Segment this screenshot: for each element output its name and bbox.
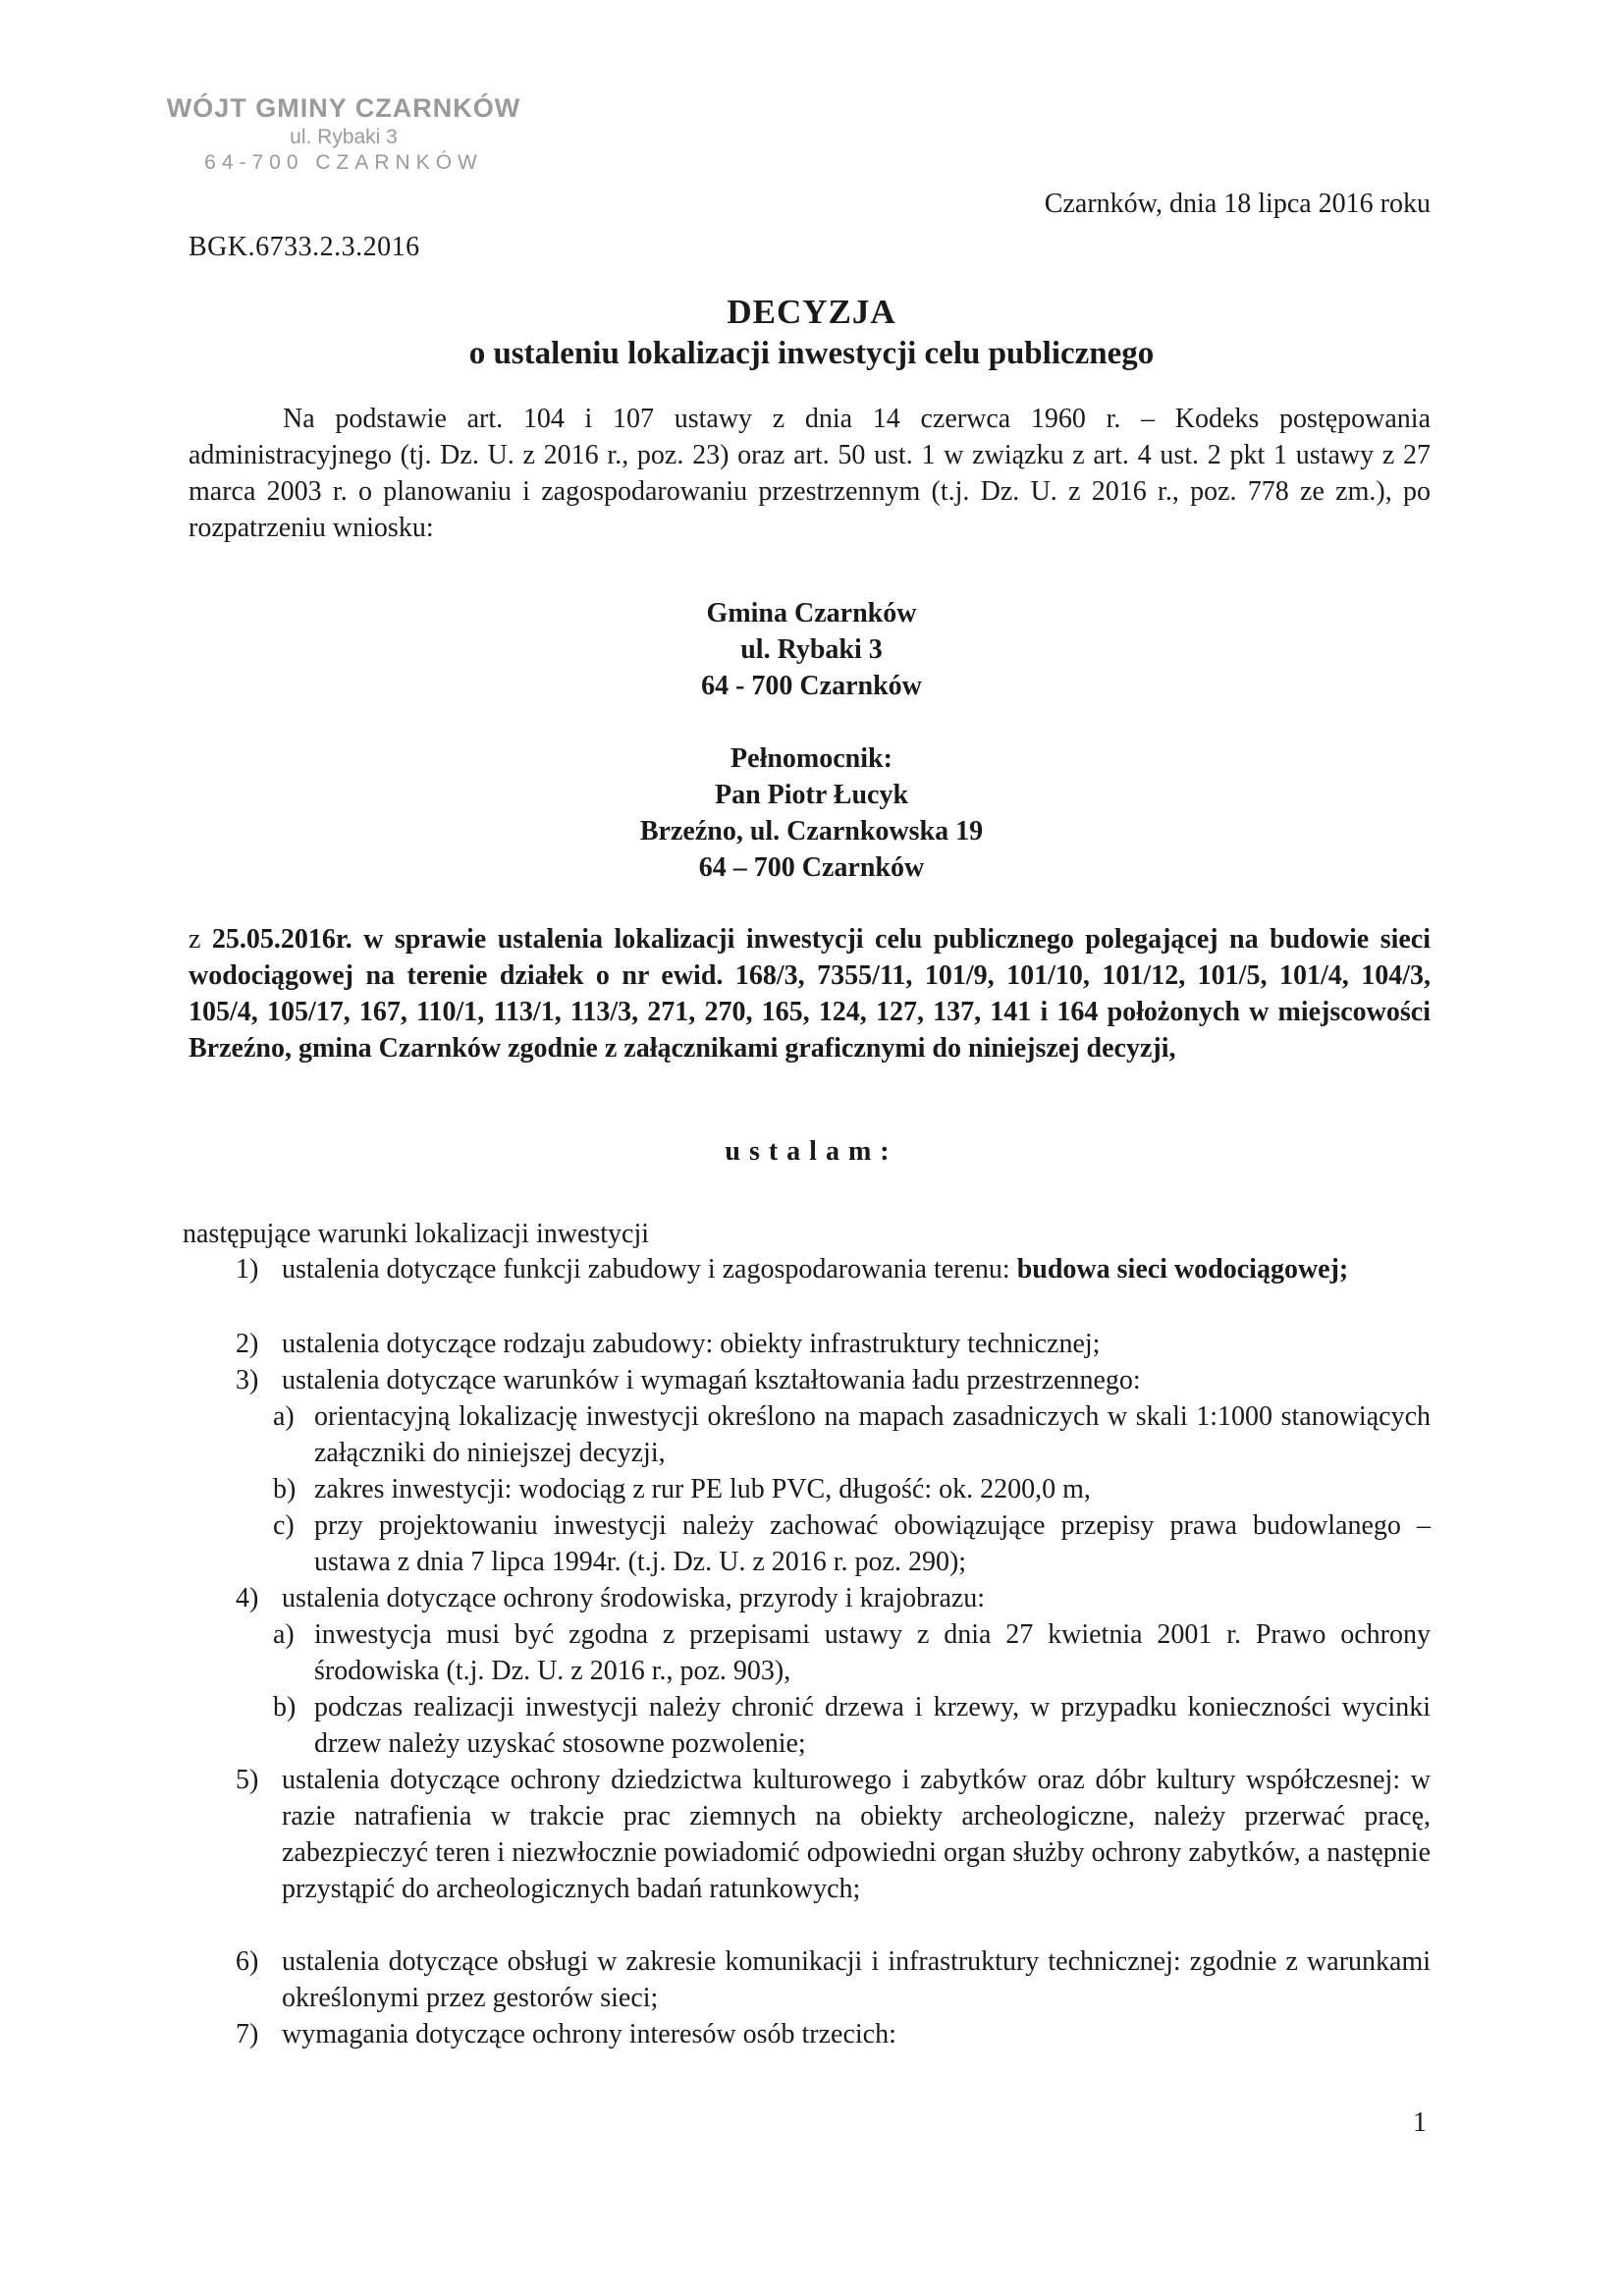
list-subitem-letter: b) xyxy=(273,1474,297,1504)
list-subitem-letter: a) xyxy=(273,1619,295,1650)
list-item-number: 7) xyxy=(236,2019,259,2050)
list-subitem: inwestycja musi być zgodna z przepisami ustawy z dnia 27 kwietnia 2001 r. Prawo ochrony środowiska (t.j. Dz. U. z 2016 r., poz. 903), xyxy=(314,1619,1431,1686)
proxy-city: 64 – 700 Czarnków xyxy=(698,852,925,883)
list-subitem: przy projektowaniu inwestycji należy zachować obowiązujące przepisy prawa budowlanego – ustawa z dnia 7 lipca 1994r. (t.j. Dz. U. z 2016 r. poz. 290); xyxy=(314,1510,1431,1577)
subject-paragraph xyxy=(189,921,1431,1066)
list-item: ustalenia dotyczące ochrony dziedzictwa kulturowego i zabytków oraz dóbr kultury współczesnej: w razie natrafienia w trakcie prac ziemnych na obiekty archeologiczne, należy przerwać pracę, zabezpieczyć teren i niezwłocznie powiadomić odpowiedni organ służby ochrony zabytków, a następnie przystąpić do archeologicznych badań ratunkowych; xyxy=(282,1765,1431,1904)
list-item-text: ustalenia dotyczące funkcji zabudowy i zagospodarowania terenu: xyxy=(282,1254,1010,1285)
list-item-number: 2) xyxy=(236,1329,259,1359)
office-stamp xyxy=(147,93,540,175)
list-subitem: orientacyjną lokalizację inwestycji określono na mapach zasadniczych w skali 1:1000 stanowiących załączniki do niniejszej decyzji, xyxy=(314,1401,1431,1468)
applicant-block xyxy=(0,595,1623,704)
list-subitem: zakres inwestycji: wodociąg z rur PE lub PVC, długość: ok. 2200,0 m, xyxy=(314,1474,1091,1504)
stamp-line-street: ul. Rybaki 3 xyxy=(290,126,398,148)
list-item: ustalenia dotyczące rodzaju zabudowy: obiekty infrastruktury technicznej; xyxy=(282,1329,1101,1359)
list-item: ustalenia dotyczące obsługi w zakresie komunikacji i infrastruktury technicznej: zgodnie z warunkami określonymi przez gestorów sieci; xyxy=(282,1946,1431,2013)
page-number: 1 xyxy=(1413,2107,1427,2138)
applicant-city: 64 - 700 Czarnków xyxy=(701,671,922,701)
stamp-line-office: WÓJT GMINY CZARNKÓW xyxy=(166,93,521,123)
list-subitem-letter: c) xyxy=(273,1510,295,1541)
proxy-street: Brzeźno, ul. Czarnkowska 19 xyxy=(639,816,984,847)
list-item xyxy=(282,1251,1431,1287)
proxy-name: Pan Piotr Łucyk xyxy=(714,780,909,810)
list-item-number: 4) xyxy=(236,1583,259,1613)
document-date: Czarnków, dnia 18 lipca 2016 roku xyxy=(1044,189,1431,219)
applicant-street: ul. Rybaki 3 xyxy=(740,634,883,665)
document-subtitle: o ustaleniu lokalizacji inwestycji celu publicznego xyxy=(468,336,1155,371)
list-item-number: 6) xyxy=(236,1946,259,1977)
stamp-line-city: 64-700 CZARNKÓW xyxy=(204,151,483,174)
list-item: ustalenia dotyczące warunków i wymagań kształtowania ładu przestrzennego: xyxy=(282,1365,1141,1395)
list-item-number: 3) xyxy=(236,1365,259,1395)
list-subitem-letter: b) xyxy=(273,1692,297,1722)
applicant-name: Gmina Czarnków xyxy=(706,598,917,629)
list-subitem: podczas realizacji inwestycji należy chronić drzewa i krzewy, w przypadku konieczności wycinki drzew należy uzyskać stosowne pozwolenie; xyxy=(314,1692,1431,1759)
list-item: ustalenia dotyczące ochrony środowiska, przyrody i krajobrazu: xyxy=(282,1583,986,1613)
list-item-bold-text: budowa sieci wodociągowej; xyxy=(1016,1254,1349,1285)
list-item-number: 5) xyxy=(236,1765,259,1795)
proxy-block xyxy=(0,740,1623,886)
proxy-label: Pełnomocnik: xyxy=(730,743,893,774)
list-item-number: 1) xyxy=(236,1254,259,1285)
subject-lead: z xyxy=(189,924,201,955)
reference-number: BGK.6733.2.3.2016 xyxy=(189,232,420,262)
conditions-lead: następujące warunki lokalizacji inwestycji xyxy=(183,1219,650,1249)
ruling-heading: ustalam: xyxy=(725,1136,898,1167)
subject-text: 25.05.2016r. w sprawie ustalenia lokalizacji inwestycji celu publicznego polegającej na budowie sieci wodociągowej na terenie działek o nr ewid. 168/3, 7355/11, 101/9, 101/10, 101/12, 101/5, 101/4, 104/3, 105/4, 105/17, 167, 110/1, 113/1, 113/3, 271, 270, 165, 124, 127, 137, 141 i 164 położonych w miejscowości Brzeźno, gmina Czarnków zgodnie z załącznikami graficznymi do niniejszej decyzji, xyxy=(189,924,1431,1064)
list-item: wymagania dotyczące ochrony interesów osób trzecich: xyxy=(282,2019,896,2050)
legal-basis-paragraph: Na podstawie art. 104 i 107 ustawy z dnia 14 czerwca 1960 r. – Kodeks postępowania administracyjnego (tj. Dz. U. z 2016 r., poz. 23) oraz art. 50 ust. 1 w związku z art. 4 ust. 2 pkt 1 ustawy z 27 marca 2003 r. o planowaniu i zagospodarowaniu przestrzennym (t.j. Dz. U. z 2016 r., poz. 778 ze zm.), po rozpatrzeniu wniosku: xyxy=(189,404,1431,543)
document-title: DECYZJA xyxy=(727,293,896,331)
list-subitem-letter: a) xyxy=(273,1401,295,1432)
